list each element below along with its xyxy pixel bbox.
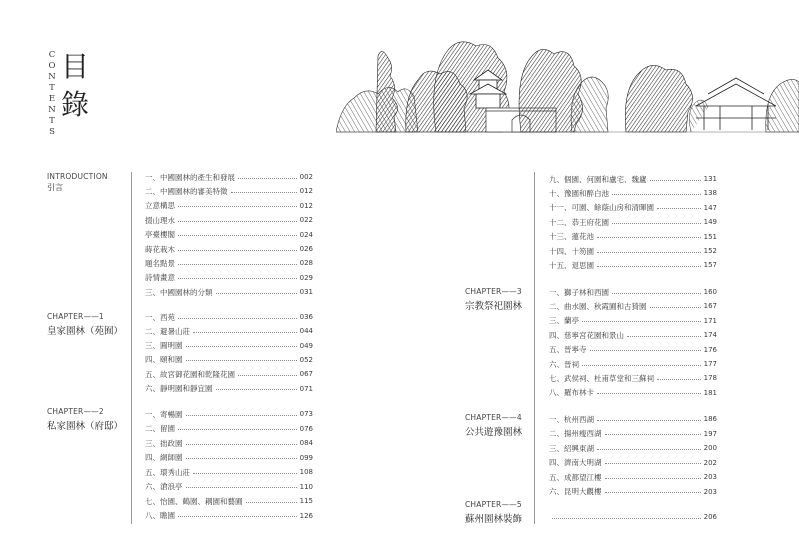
dot-leader (231, 192, 297, 193)
dot-leader (650, 307, 701, 308)
dot-leader (650, 180, 701, 181)
dot-leader (178, 221, 297, 222)
dot-leader (178, 429, 297, 430)
toc-entry-title: 十五、退思園 (549, 260, 594, 270)
toc-entry-title: 八、羅布林卡 (549, 388, 594, 398)
toc-entry[interactable] (549, 387, 717, 399)
right-column-divider (534, 172, 535, 524)
toc-entry-title: 四、慈寧宮花園和景山 (549, 330, 624, 340)
toc-entry-page: 115 (299, 497, 313, 505)
toc-entry[interactable] (549, 231, 717, 243)
toc-entry[interactable] (549, 300, 717, 312)
toc-entry-title: 五、環秀山莊 (145, 467, 190, 477)
toc-entry[interactable] (145, 286, 313, 298)
toc-entry-title: 三、圓明園 (145, 341, 183, 351)
toc-entry-title: 詩情畫意 (145, 273, 175, 283)
toc-entry-page: 028 (299, 259, 313, 268)
toc-entry[interactable] (145, 340, 313, 352)
dot-leader (186, 487, 297, 488)
dot-leader (216, 293, 297, 294)
ch3-heading-en: CHAPTER——3 (465, 287, 522, 296)
toc-entry-title: 二、揚州瘦西湖 (549, 429, 602, 438)
toc-entry-page: 203 (703, 473, 717, 481)
dot-leader (612, 293, 701, 294)
dot-leader (178, 318, 297, 319)
dot-leader (597, 237, 701, 238)
toc-entry-page: 131 (703, 175, 717, 183)
toc-entry-page: 151 (703, 232, 717, 241)
toc-entry[interactable] (549, 245, 717, 257)
toc-entry[interactable] (549, 216, 717, 228)
ch3-heading-zh: 宗教祭祀園林 (465, 301, 523, 312)
dot-leader (216, 389, 297, 390)
toc-entry-title: 亭臺樓閣 (145, 230, 175, 240)
ch2-heading-zh: 私家園林（府邸） (47, 421, 124, 432)
toc-entry-page: 052 (299, 355, 313, 364)
dot-leader (193, 332, 297, 333)
toc-entry-page: 110 (299, 482, 313, 491)
toc-entry[interactable] (549, 413, 717, 425)
toc-entry-title: 十四、十笏園 (549, 246, 594, 256)
title-char-1: 目 (60, 50, 89, 83)
dot-leader (178, 278, 297, 279)
ch4-heading-en: CHAPTER——4 (465, 413, 522, 422)
toc-entry[interactable] (145, 481, 313, 493)
toc-entry[interactable] (145, 214, 313, 226)
dot-leader (178, 516, 297, 517)
toc-entry-title: 一、獅子林和西園 (549, 287, 609, 297)
toc-entry[interactable] (145, 368, 313, 380)
toc-entry[interactable] (549, 315, 717, 327)
toc-entry-page: 031 (299, 288, 313, 297)
toc-entry-title: 十、豫園和醉白池 (549, 188, 609, 198)
toc-entry-title: 三、紹興東湖 (549, 443, 594, 453)
toc-entry-title: 立意構思 (145, 201, 175, 211)
toc-entry-title: 掇山理水 (145, 215, 175, 225)
toc-entry-page: 157 (703, 261, 717, 270)
toc-entry[interactable] (549, 511, 717, 523)
toc-entry-title: 六、滄浪亭 (145, 482, 183, 491)
dot-leader (612, 194, 701, 195)
ch1-heading-zh: 皇家園林（苑囿） (47, 326, 124, 337)
toc-entry-page: 126 (299, 511, 313, 520)
toc-entry-page: 160 (703, 288, 717, 296)
toc-entry-page: 171 (703, 316, 717, 325)
toc-entry-title: 一、中國園林的產生和發展 (145, 172, 235, 182)
dot-leader (627, 336, 701, 337)
dot-leader (186, 415, 297, 416)
toc-entry-page: 203 (703, 487, 717, 496)
toc-entry-title: 三、中國園林的分類 (145, 287, 213, 297)
toc-entry[interactable] (145, 408, 313, 420)
toc-entry[interactable] (549, 372, 717, 384)
dot-leader (582, 321, 701, 322)
toc-entry-page: 200 (703, 444, 717, 452)
dot-leader (657, 208, 701, 209)
toc-entry[interactable] (549, 486, 717, 498)
toc-entry[interactable] (549, 358, 717, 370)
toc-entry-page: 024 (299, 230, 313, 239)
toc-entry-page: 084 (299, 439, 313, 447)
toc-entry[interactable] (145, 452, 313, 464)
toc-entry[interactable] (549, 442, 717, 454)
intro-heading-zh: 引言 (47, 183, 63, 192)
toc-entry-page: 167 (703, 302, 717, 311)
dot-leader (605, 434, 701, 435)
toc-entry-page: 029 (299, 273, 313, 282)
toc-entry-page: 152 (703, 247, 717, 255)
toc-entry[interactable] (145, 272, 313, 284)
toc-entry[interactable] (145, 229, 313, 241)
dot-leader (178, 250, 297, 251)
toc-entry-page: 197 (703, 429, 717, 438)
dot-leader (186, 444, 297, 445)
dot-leader (597, 420, 701, 421)
dot-leader (582, 365, 701, 366)
dot-leader (178, 264, 297, 265)
toc-entry[interactable] (145, 466, 313, 478)
dot-leader (612, 223, 701, 224)
dot-leader (605, 478, 701, 479)
toc-entry-title: 五、故宮御花園和乾隆花園 (145, 369, 235, 379)
toc-entry[interactable] (549, 344, 717, 356)
toc-entry[interactable] (145, 200, 313, 212)
toc-entry-title: 四、濟南大明湖 (549, 458, 602, 467)
dot-leader (178, 206, 297, 207)
dot-leader (605, 492, 701, 493)
toc-entry-title: 三、拙政園 (145, 438, 183, 448)
toc-entry-page: 147 (703, 203, 717, 212)
toc-entry-page: 071 (299, 384, 313, 393)
toc-entry[interactable] (549, 202, 717, 214)
toc-entry-page: 174 (703, 331, 717, 340)
toc-entry[interactable] (549, 428, 717, 440)
toc-entry-title: 蒔花栽木 (145, 244, 175, 254)
toc-entry-title: 二、避暑山莊 (145, 326, 190, 336)
toc-entry[interactable] (145, 257, 313, 269)
garden-landscape-illustration (336, 36, 799, 138)
toc-entry-title: 六、昆明大觀樓 (549, 487, 602, 496)
toc-entry-title: 十二、恭王府花園 (549, 217, 609, 227)
dot-leader (597, 252, 701, 253)
dot-leader (238, 178, 297, 179)
ch5-heading-zh: 蘇州園林裝飾 (465, 514, 523, 525)
toc-entry-title: 四、頤和園 (145, 355, 183, 365)
toc-entry-title: 二、留園 (145, 424, 175, 433)
toc-entry[interactable] (145, 354, 313, 366)
toc-entry-page: 108 (299, 468, 313, 476)
toc-entry-title: 一、西苑 (145, 312, 175, 322)
toc-entry-title: 四、網師園 (145, 453, 183, 462)
dot-leader (193, 473, 297, 474)
toc-entry-page: 206 (703, 513, 717, 521)
dot-leader (186, 458, 297, 459)
toc-entry[interactable] (549, 329, 717, 341)
toc-entry-title: 六、晉祠 (549, 359, 579, 369)
toc-entry[interactable] (145, 185, 313, 197)
toc-entry-page: 138 (703, 189, 717, 198)
toc-entry-page: 177 (703, 360, 717, 368)
ch5-heading-en: CHAPTER——5 (465, 500, 522, 509)
toc-entry-page: 049 (299, 341, 313, 350)
toc-entry[interactable] (549, 471, 717, 483)
dot-leader (657, 379, 701, 380)
toc-entry[interactable] (145, 311, 313, 323)
toc-entry-page: 176 (703, 345, 717, 354)
toc-entry-page: 099 (299, 453, 313, 462)
toc-entry[interactable] (145, 383, 313, 395)
dot-leader (178, 235, 297, 236)
ch2-heading-en: CHAPTER——2 (47, 407, 104, 416)
toc-entry-title: 三、蘭亭 (549, 316, 579, 326)
ch4-heading-zh: 公共遊豫園林 (465, 427, 523, 438)
title-char-2: 錄 (60, 88, 89, 121)
toc-entry-page: 181 (703, 388, 717, 397)
toc-entry-page: 036 (299, 313, 313, 321)
toc-entry-page: 022 (299, 216, 313, 225)
toc-entry[interactable] (145, 510, 313, 522)
toc-entry-title: 七、怡園、鶴園、耦園和藝圃 (145, 496, 243, 506)
toc-entry-title: 二、中國園林的審美特徵 (145, 186, 228, 196)
dot-leader (186, 346, 297, 347)
toc-entry-title: 五、晉寧寺 (549, 345, 587, 355)
toc-entry-title: 十三、蓮花池 (549, 232, 594, 242)
toc-entry-title: 九、個園、何園和盧宅、魏廬 (549, 174, 647, 184)
toc-entry[interactable] (549, 457, 717, 469)
toc-entry[interactable] (145, 171, 313, 183)
toc-entry[interactable] (145, 495, 313, 507)
toc-entry[interactable] (145, 423, 313, 435)
left-column-divider (131, 172, 132, 524)
toc-entry[interactable] (145, 437, 313, 449)
dot-leader (597, 266, 701, 267)
toc-entry-page: 202 (703, 458, 717, 467)
toc-entry-title: 一、寄暢園 (145, 409, 183, 419)
dot-leader (552, 518, 701, 519)
toc-entry-title: 八、瞻園 (145, 511, 175, 520)
intro-heading-en: INTRODUCTION (47, 172, 108, 181)
toc-entry[interactable] (549, 187, 717, 199)
toc-entry-page: 186 (703, 415, 717, 423)
toc-entry-page: 076 (299, 424, 313, 433)
toc-entry-title: 五、成都望江樓 (549, 472, 602, 482)
toc-entry-page: 178 (703, 374, 717, 383)
toc-entry[interactable] (145, 243, 313, 255)
dot-leader (186, 360, 297, 361)
page-title (60, 48, 90, 124)
dot-leader (597, 449, 701, 450)
toc-entry-page: 044 (299, 327, 313, 336)
toc-entry-page: 073 (299, 410, 313, 418)
toc-entry-title: 一、杭州西湖 (549, 414, 594, 424)
toc-entry[interactable] (549, 286, 717, 298)
dot-leader (238, 375, 297, 376)
toc-entry-page: 002 (299, 173, 313, 181)
dot-leader (246, 502, 297, 503)
dot-leader (605, 463, 701, 464)
toc-entry[interactable] (549, 259, 717, 271)
toc-entry-title: 七、武侯祠、杜甫草堂和三蘇祠 (549, 373, 654, 383)
contents-vertical-label: CONTENTS (48, 50, 56, 137)
toc-entry-title: 二、曲水園、秋霞圃和古猗園 (549, 301, 647, 311)
dot-leader (597, 393, 701, 394)
toc-entry-title: 六、靜明園和靜宜園 (145, 384, 213, 393)
dot-leader (590, 350, 701, 351)
toc-entry-page: 067 (299, 370, 313, 379)
toc-entry-page: 149 (703, 218, 717, 227)
toc-entry[interactable] (145, 325, 313, 337)
toc-entry-page: 012 (299, 187, 313, 196)
toc-entry-title: 十一、可園、餘蔭山房和清暉園 (549, 203, 654, 213)
toc-entry-title: 題名點景 (145, 258, 175, 268)
toc-entry-page: 012 (299, 201, 313, 210)
ch1-heading-en: CHAPTER——1 (47, 312, 104, 321)
toc-entry[interactable] (549, 173, 717, 185)
toc-entry-page: 026 (299, 245, 313, 253)
